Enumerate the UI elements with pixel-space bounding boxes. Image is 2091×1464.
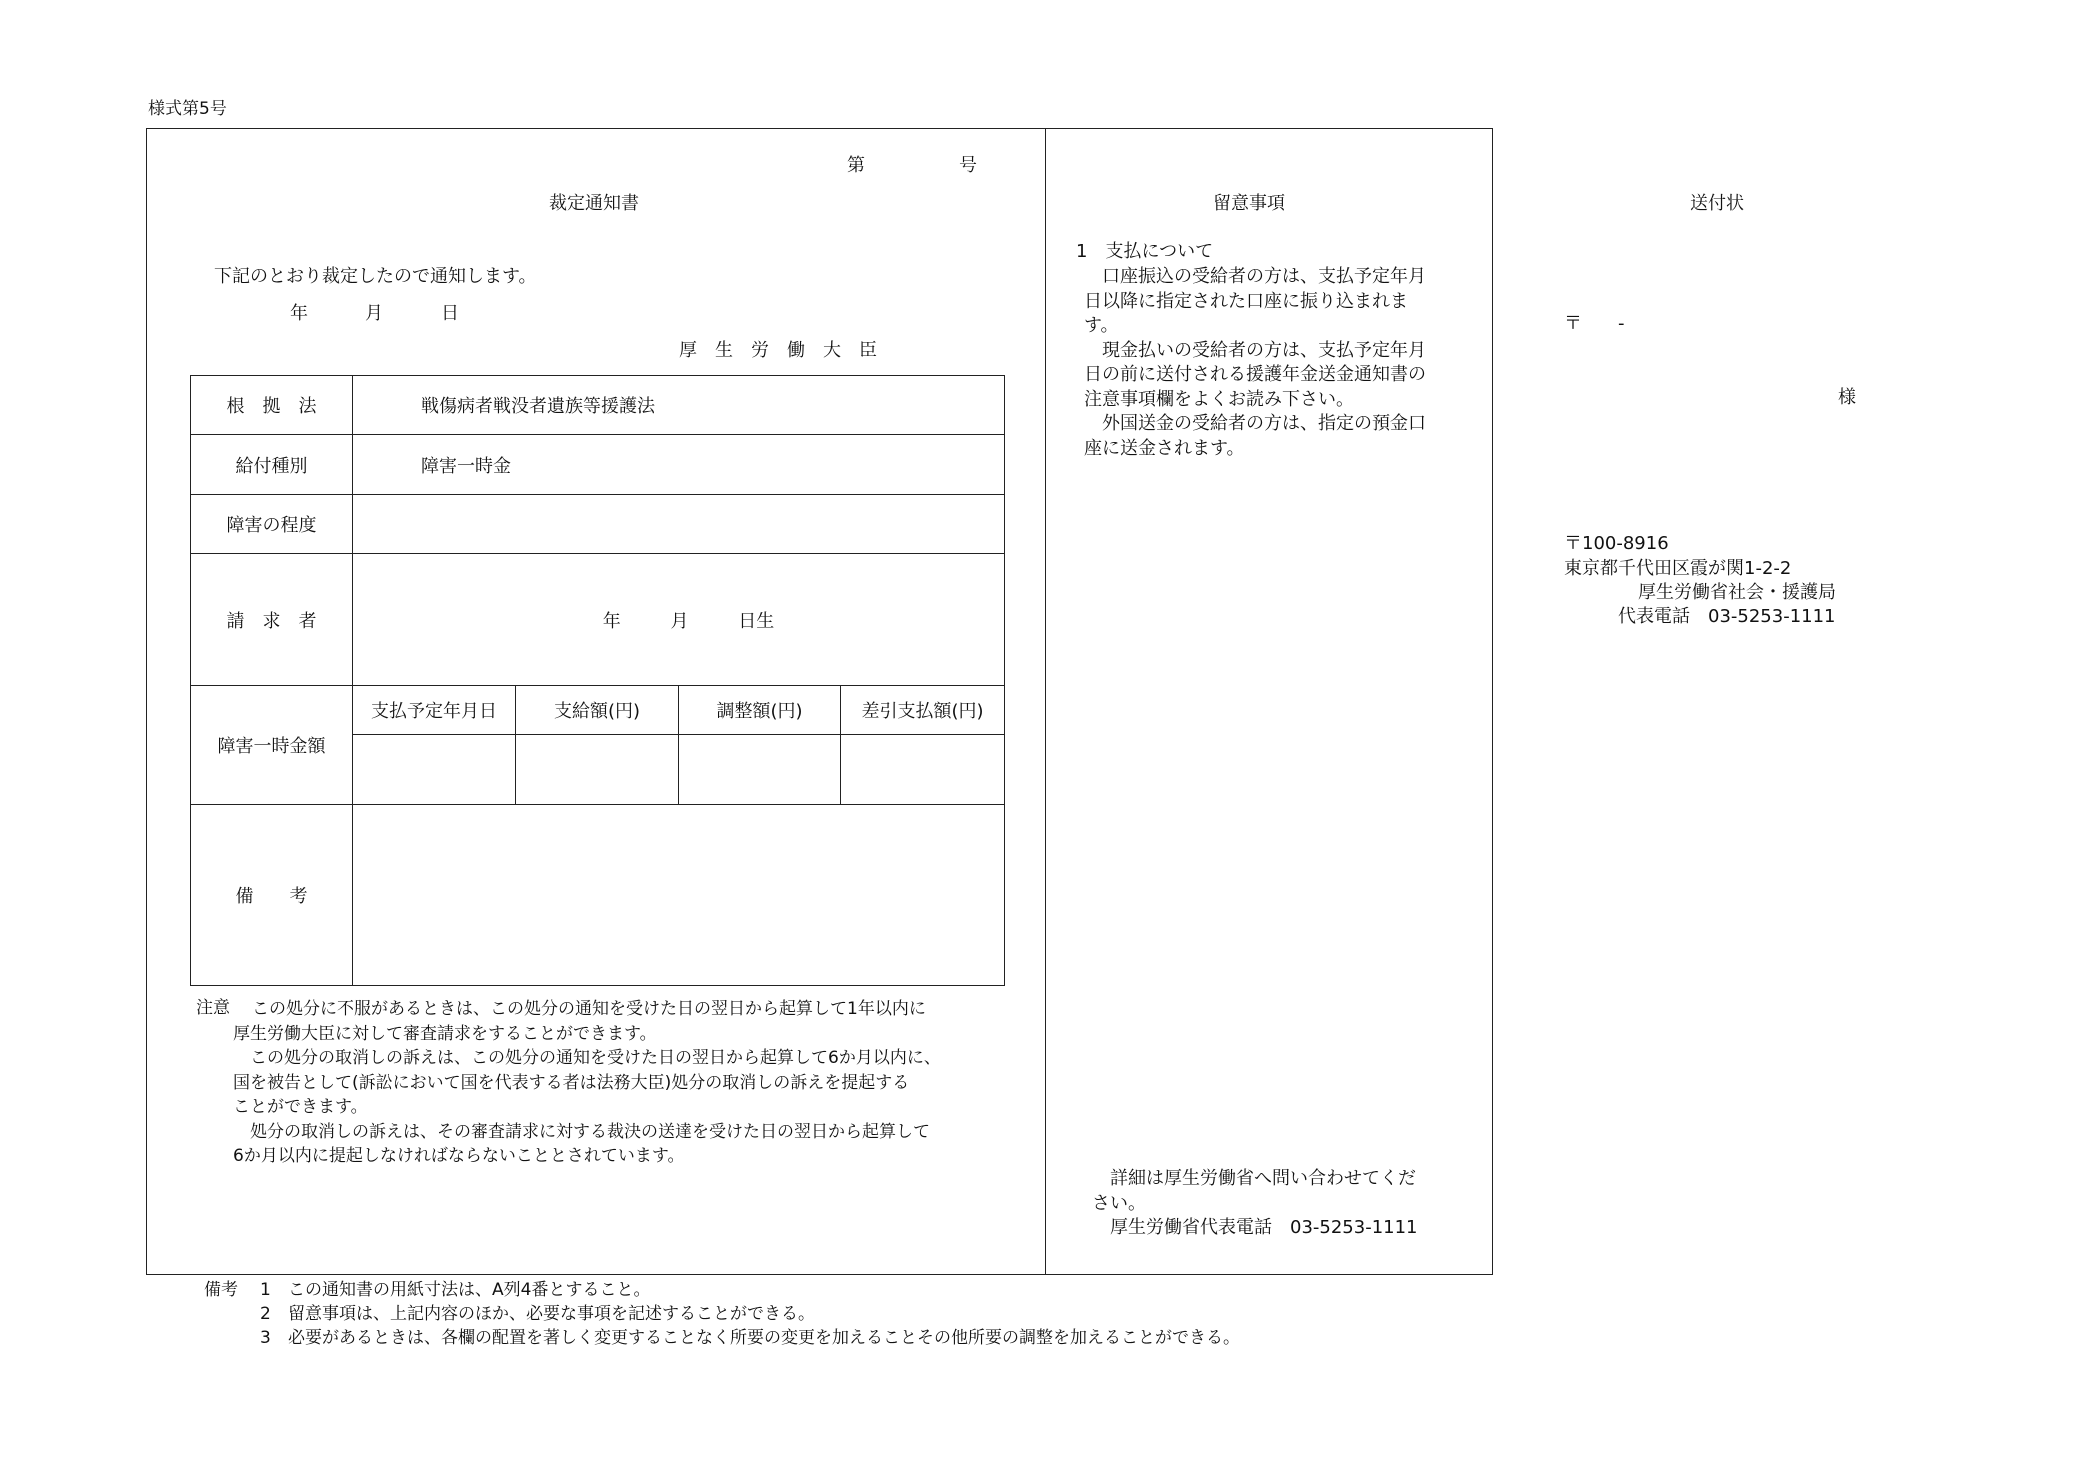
- notice-line: 厚生労働大臣に対して審査請求をすることができます。: [233, 1023, 657, 1044]
- recipient-honorific: 様: [1838, 387, 1856, 408]
- payment-cell: [353, 735, 516, 805]
- table-row: [191, 435, 1005, 495]
- table-row: [191, 686, 1005, 735]
- claimant-value: [353, 554, 1005, 686]
- decision-table: [190, 375, 1005, 986]
- contact-line: 厚生労働省代表電話 03-5253-1111: [1092, 1217, 1418, 1238]
- date-month: 月: [365, 303, 383, 324]
- benefit-type-value: 障害一時金: [353, 435, 1005, 495]
- recipient-postal: 〒 -: [1564, 313, 1625, 334]
- footnote-heading: 備考: [204, 1280, 238, 1300]
- payment-col-header: 調整額(円): [679, 686, 841, 735]
- contact-line: 詳細は厚生労働省へ問い合わせてくだ: [1092, 1168, 1416, 1189]
- notice-line: 6か月以内に提起しなければならないこととされています。: [233, 1146, 685, 1166]
- claimant-birth-year: 年: [602, 610, 621, 632]
- remarks-value: [353, 805, 1005, 986]
- table-row: [191, 376, 1005, 435]
- sender-address: 東京都千代田区霞が関1-2-2: [1564, 558, 1792, 579]
- footnote-text: 留意事項は、上記内容のほか、必要な事項を記述することができる。: [288, 1304, 815, 1324]
- notice-line: この処分に不服があるときは、この処分の通知を受けた日の翌日から起算して1年以内に: [252, 999, 926, 1019]
- notes-item-heading: 1 支払について: [1076, 241, 1214, 262]
- notes-line: 現金払いの受給者の方は、支払予定年月: [1084, 339, 1426, 361]
- payment-cell: [841, 735, 1005, 805]
- footnote-text: この通知書の用紙寸法は、A列4番とすること。: [288, 1280, 651, 1300]
- notes-line: 口座振込の受給者の方は、支払予定年月: [1084, 266, 1426, 287]
- notice-title: 裁定通知書: [549, 193, 639, 214]
- notice-line: 国を被告として(訴訟において国を代表する者は法務大臣)処分の取消しの訴えを提起する: [233, 1072, 910, 1093]
- notes-line: 日以降に指定された口座に振り込まれま: [1084, 290, 1408, 312]
- notes-contact: [1092, 1167, 1418, 1241]
- footnote-text: 必要があるときは、各欄の配置を著しく変更することなく所要の変更を加えることその他所要の調整を加えることができる。: [288, 1328, 1240, 1348]
- notice-line: ことができます。: [233, 1097, 368, 1117]
- date-day: 日: [441, 303, 459, 324]
- notes-line: す。: [1084, 315, 1119, 336]
- claimant-birth-day: 日生: [738, 610, 775, 632]
- lump-sum-label: 障害一時金額: [191, 686, 353, 805]
- disability-degree-label: 障害の程度: [191, 495, 353, 554]
- notes-line: 注意事項欄をよくお読み下さい。: [1084, 388, 1354, 410]
- payment-col-header: 差引支払額(円): [841, 686, 1005, 735]
- panel-divider: [1045, 128, 1046, 1275]
- notes-title: 留意事項: [1213, 193, 1285, 214]
- law-value: 戦傷病者戦没者遺族等援護法: [353, 376, 1005, 435]
- notice-text: [233, 997, 941, 1169]
- sender-phone: 代表電話 03-5253-1111: [1618, 606, 1836, 627]
- number-label: 第: [847, 155, 865, 176]
- payment-col-header: 支払予定年月日: [353, 686, 516, 735]
- sender-postal: 〒100-8916: [1564, 533, 1669, 554]
- claimant-label: 請 求 者: [191, 554, 353, 686]
- table-row: [191, 805, 1005, 986]
- payment-cell: [516, 735, 679, 805]
- benefit-type-label: 給付種別: [191, 435, 353, 495]
- date-year: 年: [290, 303, 308, 324]
- law-label: 根 拠 法: [191, 376, 353, 435]
- sender-org: 厚生労働省社会・援護局: [1638, 582, 1836, 603]
- notice-line: この処分の取消しの訴えは、この処分の通知を受けた日の翌日から起算して6か月以内に、: [233, 1048, 941, 1068]
- remarks-label: 備 考: [191, 805, 353, 986]
- disability-degree-value: [353, 495, 1005, 554]
- number-suffix: 号: [959, 155, 977, 176]
- payment-col-header: 支給額(円): [516, 686, 679, 735]
- notice-line: 処分の取消しの訴えは、その審査請求に対する裁決の送達を受けた日の翌日から起算して: [233, 1121, 930, 1142]
- table-row: [191, 554, 1005, 686]
- payment-cell: [679, 735, 841, 805]
- contact-line: さい。: [1092, 1192, 1146, 1214]
- notes-item-text: [1084, 265, 1426, 461]
- notes-line: 日の前に送付される援護年金送金通知書の: [1084, 364, 1426, 385]
- form-number: 様式第5号: [148, 99, 227, 119]
- footnote-num: 1: [260, 1280, 271, 1300]
- issuer: 厚 生 労 働 大 臣: [679, 340, 877, 361]
- notes-line: 座に送金されます。: [1084, 437, 1245, 459]
- claimant-birth-month: 月: [670, 610, 689, 632]
- footnote-num: 2: [260, 1304, 271, 1324]
- cover-title: 送付状: [1690, 193, 1744, 214]
- notice-heading: 注意: [196, 998, 230, 1018]
- intro-text: 下記のとおり裁定したので通知します。: [214, 266, 537, 287]
- table-row: [191, 495, 1005, 554]
- footnote-num: 3: [260, 1328, 271, 1348]
- notes-line: 外国送金の受給者の方は、指定の預金口: [1084, 413, 1426, 434]
